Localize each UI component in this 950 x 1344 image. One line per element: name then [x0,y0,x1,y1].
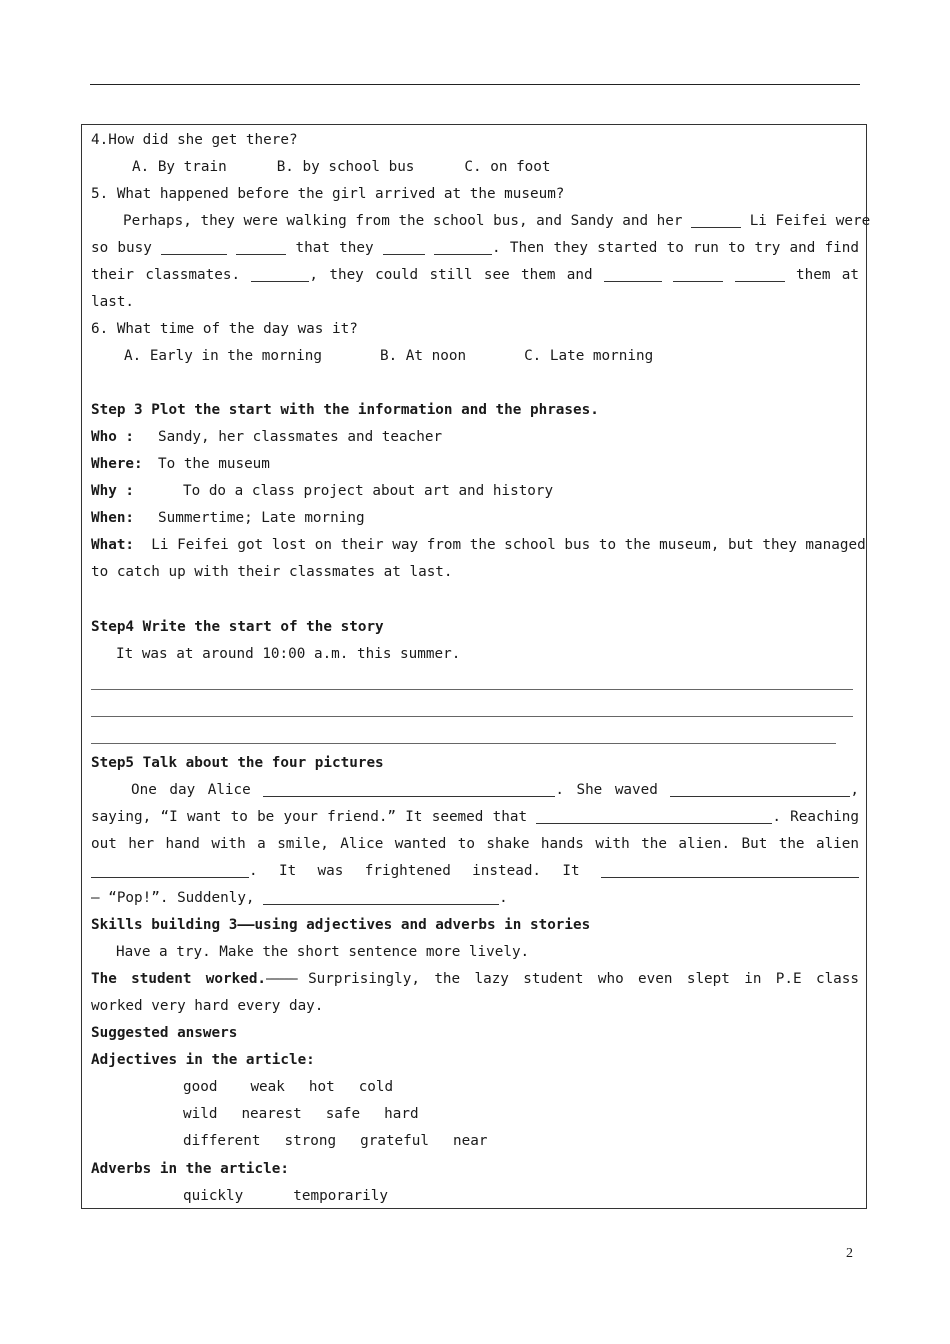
blank[interactable] [263,780,555,797]
step5-text: saying, “I want to be your friend.” It seemed that [91,809,528,825]
word: quickly [183,1188,244,1204]
step5-text: . [499,890,508,906]
option-a: A. Early in the morning [124,348,322,364]
step5-text: One day Alice [131,782,251,798]
step4-title: Step4 Write the start of the story [91,619,384,635]
option-b: B. At noon [379,348,467,364]
word: strong [284,1133,337,1149]
q5-line-1 [91,208,871,235]
word: nearest [241,1106,302,1122]
blank[interactable] [236,238,286,255]
adverbs-row [91,1183,859,1210]
who-label: Who : [91,429,135,445]
word: hot [308,1079,335,1095]
q5-text: so busy [91,240,152,256]
q5-text: that they [295,240,374,256]
option-a: A. By train [132,159,227,175]
step5-text: — “Pop!”. Suddenly, [91,890,255,906]
question-6-options [91,343,859,370]
blank[interactable] [161,238,227,255]
header-rule [90,84,860,85]
example-dash: —————— [266,971,294,987]
what-value: Li Feifei got lost on their way from the school bus to the museum, but they managed [151,537,866,553]
q5-text: them at [796,267,859,283]
blank[interactable] [536,807,772,824]
adjectives-row-1 [91,1074,859,1101]
writing-line[interactable] [91,716,853,717]
word: cold [358,1079,394,1095]
blank[interactable] [673,265,723,282]
writing-line[interactable] [91,743,836,744]
skills-try [91,939,859,966]
suggested-answers: Suggested answers [91,1025,238,1041]
example-sentence: The student worked. [91,971,267,987]
step5-title: Step5 Talk about the four pictures [91,755,384,771]
blank[interactable] [604,265,662,282]
q5-line-4: last. [91,294,135,310]
q5-line-2 [91,235,859,262]
blank[interactable] [670,780,850,797]
skills-title: Skills building 3——using adjectives and adverbs in stories [91,917,591,933]
option-c: C. on foot [464,159,551,175]
step3-where [91,451,859,478]
blank[interactable] [251,265,309,282]
where-label: Where: [91,456,143,472]
adjectives-row-3 [91,1128,859,1155]
step5-line-5 [91,885,859,912]
example-rewrite: Surprisingly, the lazy student who even slept in P.E class [308,971,860,987]
why-label: Why : [91,483,135,499]
blank[interactable] [263,888,499,905]
when-label: When: [91,510,135,526]
word: safe [325,1106,361,1122]
word: near [453,1133,488,1149]
blank[interactable] [735,265,785,282]
try-text: Have a try. Make the short sentence more lively. [116,944,530,960]
question-6: 6. What time of the day was it? [91,321,358,337]
step5-line-2 [91,804,859,831]
word: wild [183,1106,218,1122]
word: hard [384,1106,419,1122]
what-label: What: [91,537,135,553]
step3-why [91,478,859,505]
step4-text [91,641,859,668]
step5-line-4 [91,858,859,885]
option-b: B. by school bus [276,159,415,175]
step5-line-1 [91,777,859,804]
question-5: 5. What happened before the girl arrived at the museum? [91,186,565,202]
step5-text: . It was frightened instead. It [249,863,580,879]
q5-text: Perhaps, they were walking from the school bus, and Sandy and her [123,213,683,229]
q5-text: Li Feifei were [749,213,871,229]
skills-example-cont: worked very hard every day. [91,998,324,1014]
q5-text: their classmates. [91,267,241,283]
word: good [183,1079,218,1095]
question-4-options [91,154,859,181]
step5-text: . She waved [555,782,658,798]
where-value: To the museum [158,456,270,472]
adverbs-title: Adverbs in the article: [91,1161,289,1177]
word: weak [250,1079,285,1095]
word: temporarily [293,1188,388,1204]
q5-text: , they could still see them and [309,267,593,283]
q5-text: . Then they started to run to try and find [492,240,860,256]
step3-when [91,505,859,532]
q5-line-3 [91,262,859,289]
adjectives-title: Adjectives in the article: [91,1052,315,1068]
option-c: C. Late morning [524,348,654,364]
step3-title: Step 3 Plot the start with the information and the phrases. [91,402,599,418]
story-start: It was at around 10:00 a.m. this summer. [116,646,461,662]
step5-text: . Reaching [772,809,860,825]
word: different [183,1133,261,1149]
blank[interactable] [601,861,859,878]
step3-who [91,424,859,451]
skills-example [91,966,859,993]
blank[interactable] [383,238,425,255]
adjectives-row-2 [91,1101,859,1128]
who-value: Sandy, her classmates and teacher [158,429,443,445]
blank[interactable] [434,238,492,255]
question-4: 4.How did she get there? [91,132,298,148]
writing-line[interactable] [91,689,853,690]
why-value: To do a class project about art and history [183,483,554,499]
step5-line-3: out her hand with a smile, Alice wanted to shake hands with the alien. But the alien [91,836,859,852]
page-number: 2 [846,1246,853,1261]
word: grateful [360,1133,429,1149]
blank[interactable] [91,861,249,878]
step3-what [91,532,866,559]
when-value: Summertime; Late morning [158,510,365,526]
blank[interactable] [691,211,741,228]
step5-text: , [850,782,860,798]
step3-what-cont: to catch up with their classmates at last. [91,564,453,580]
